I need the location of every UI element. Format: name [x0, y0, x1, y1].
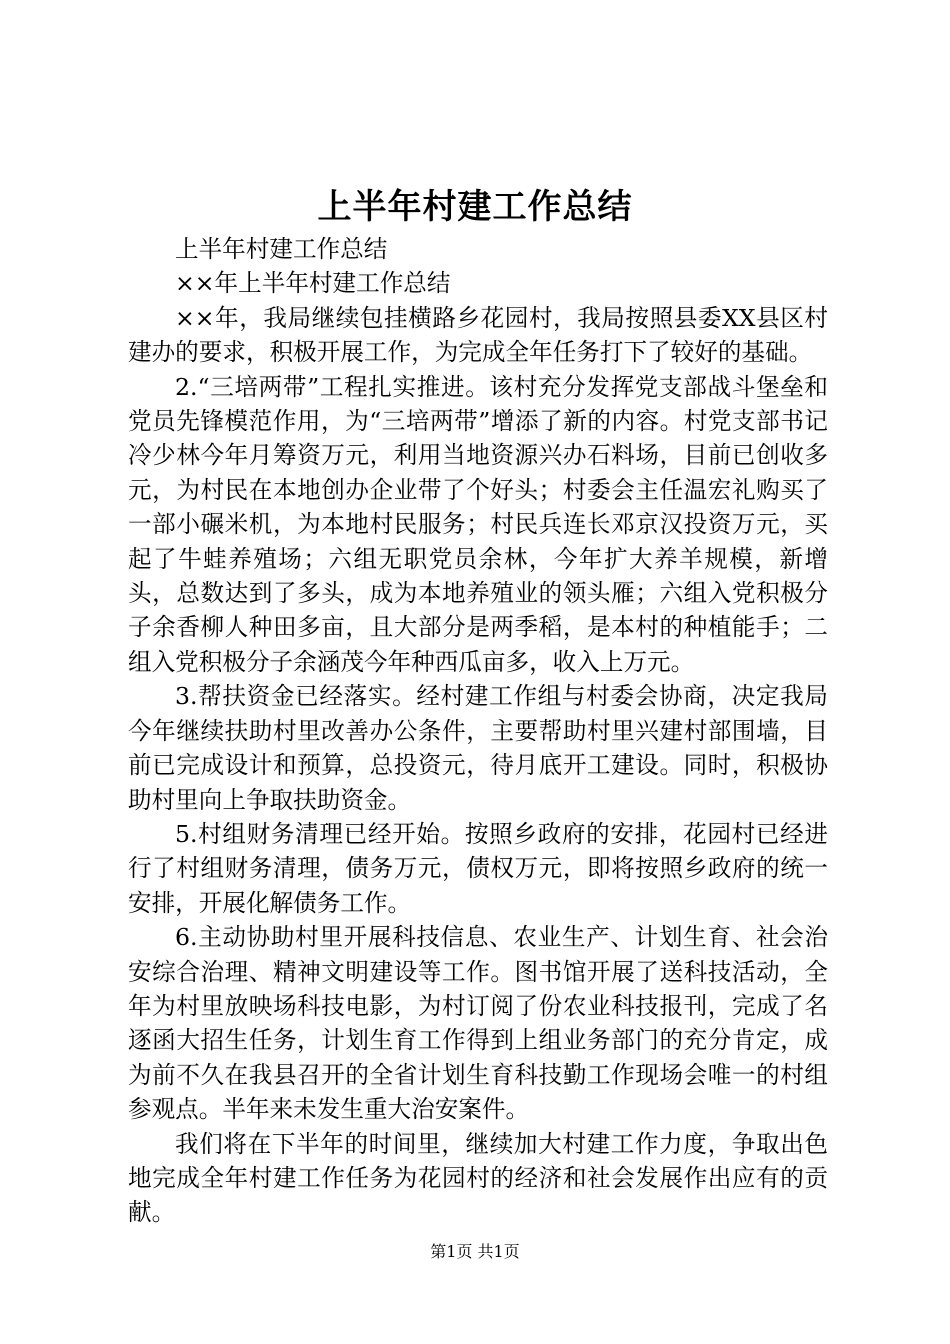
document-title: 上半年村建工作总结	[317, 187, 633, 227]
paragraph-item-6: 6.主动协助村里开展科技信息、农业生产、计划生育、社会治安综合治理、精神文明建设等工作。图书馆开展了送科技活动，全年为村里放映场科技电影，为村订阅了份农业科技报刊，完成了名逐函大招生任务，计划生育工作得到上组业务部门的充分肯定，成为前不久在我县召开的全省计划生育科技勤工作现场会唯一的村组参观点。半年来未发生重大治安案件。	[128, 923, 828, 1124]
paragraph-conclusion: 我们将在下半年的时间里，继续加大村建工作力度，争取出色地完成全年村建工作任务为花园村的经济和社会发展作出应有的贡献。	[128, 1129, 828, 1227]
paragraph-item-2: 2.“三培两带”工程扎实推进。该村充分发挥党支部战斗堡垒和党员先锋模范作用，为“三培两带”增添了新的内容。村党支部书记冷少林今年月筹资万元，利用当地资源兴办石料场，目前已创收多元，为村民在本地创办企业带了个好头；村委会主任温宏礼购买了一部小碾米机，为本地村民服务；村民兵连长邓京汉投资万元，买起了牛蛙养殖场；六组无职党员余林，今年扩大养羊规模，新增头，总数达到了多头，成为本地养殖业的领头雁；六组入党积极分子余香柳人种田多亩，且大部分是两季稻，是本村的种植能手；二组入党积极分子余涵茂今年种西瓜亩多，收入上万元。	[128, 372, 828, 676]
paragraph-item-3: 3.帮扶资金已经落实。经村建工作组与村委会协商，决定我局今年继续扶助村里改善办公条件，主要帮助村里兴建村部围墙，目前已完成设计和预算，总投资元，待月底开工建设。同时，积极协助村里向上争取扶助资金。	[128, 682, 828, 814]
paragraph-subtitle: ××年上半年村建工作总结	[175, 269, 451, 298]
paragraph-heading-repeat: 上半年村建工作总结	[175, 235, 388, 263]
paragraph-intro: ××年，我局继续包挂横路乡花园村，我局按照县委XX县区村建办的要求，积极开展工作，为完成全年任务打下了较好的基础。	[128, 303, 828, 367]
page-number-footer: 第1页 共1页	[430, 1242, 520, 1261]
paragraph-item-5: 5.村组财务清理已经开始。按照乡政府的安排，花园村已经进行了村组财务清理，债务万元，债权万元，即将按照乡政府的统一安排，开展化解债务工作。	[128, 819, 828, 917]
document-body	[128, 232, 828, 1230]
